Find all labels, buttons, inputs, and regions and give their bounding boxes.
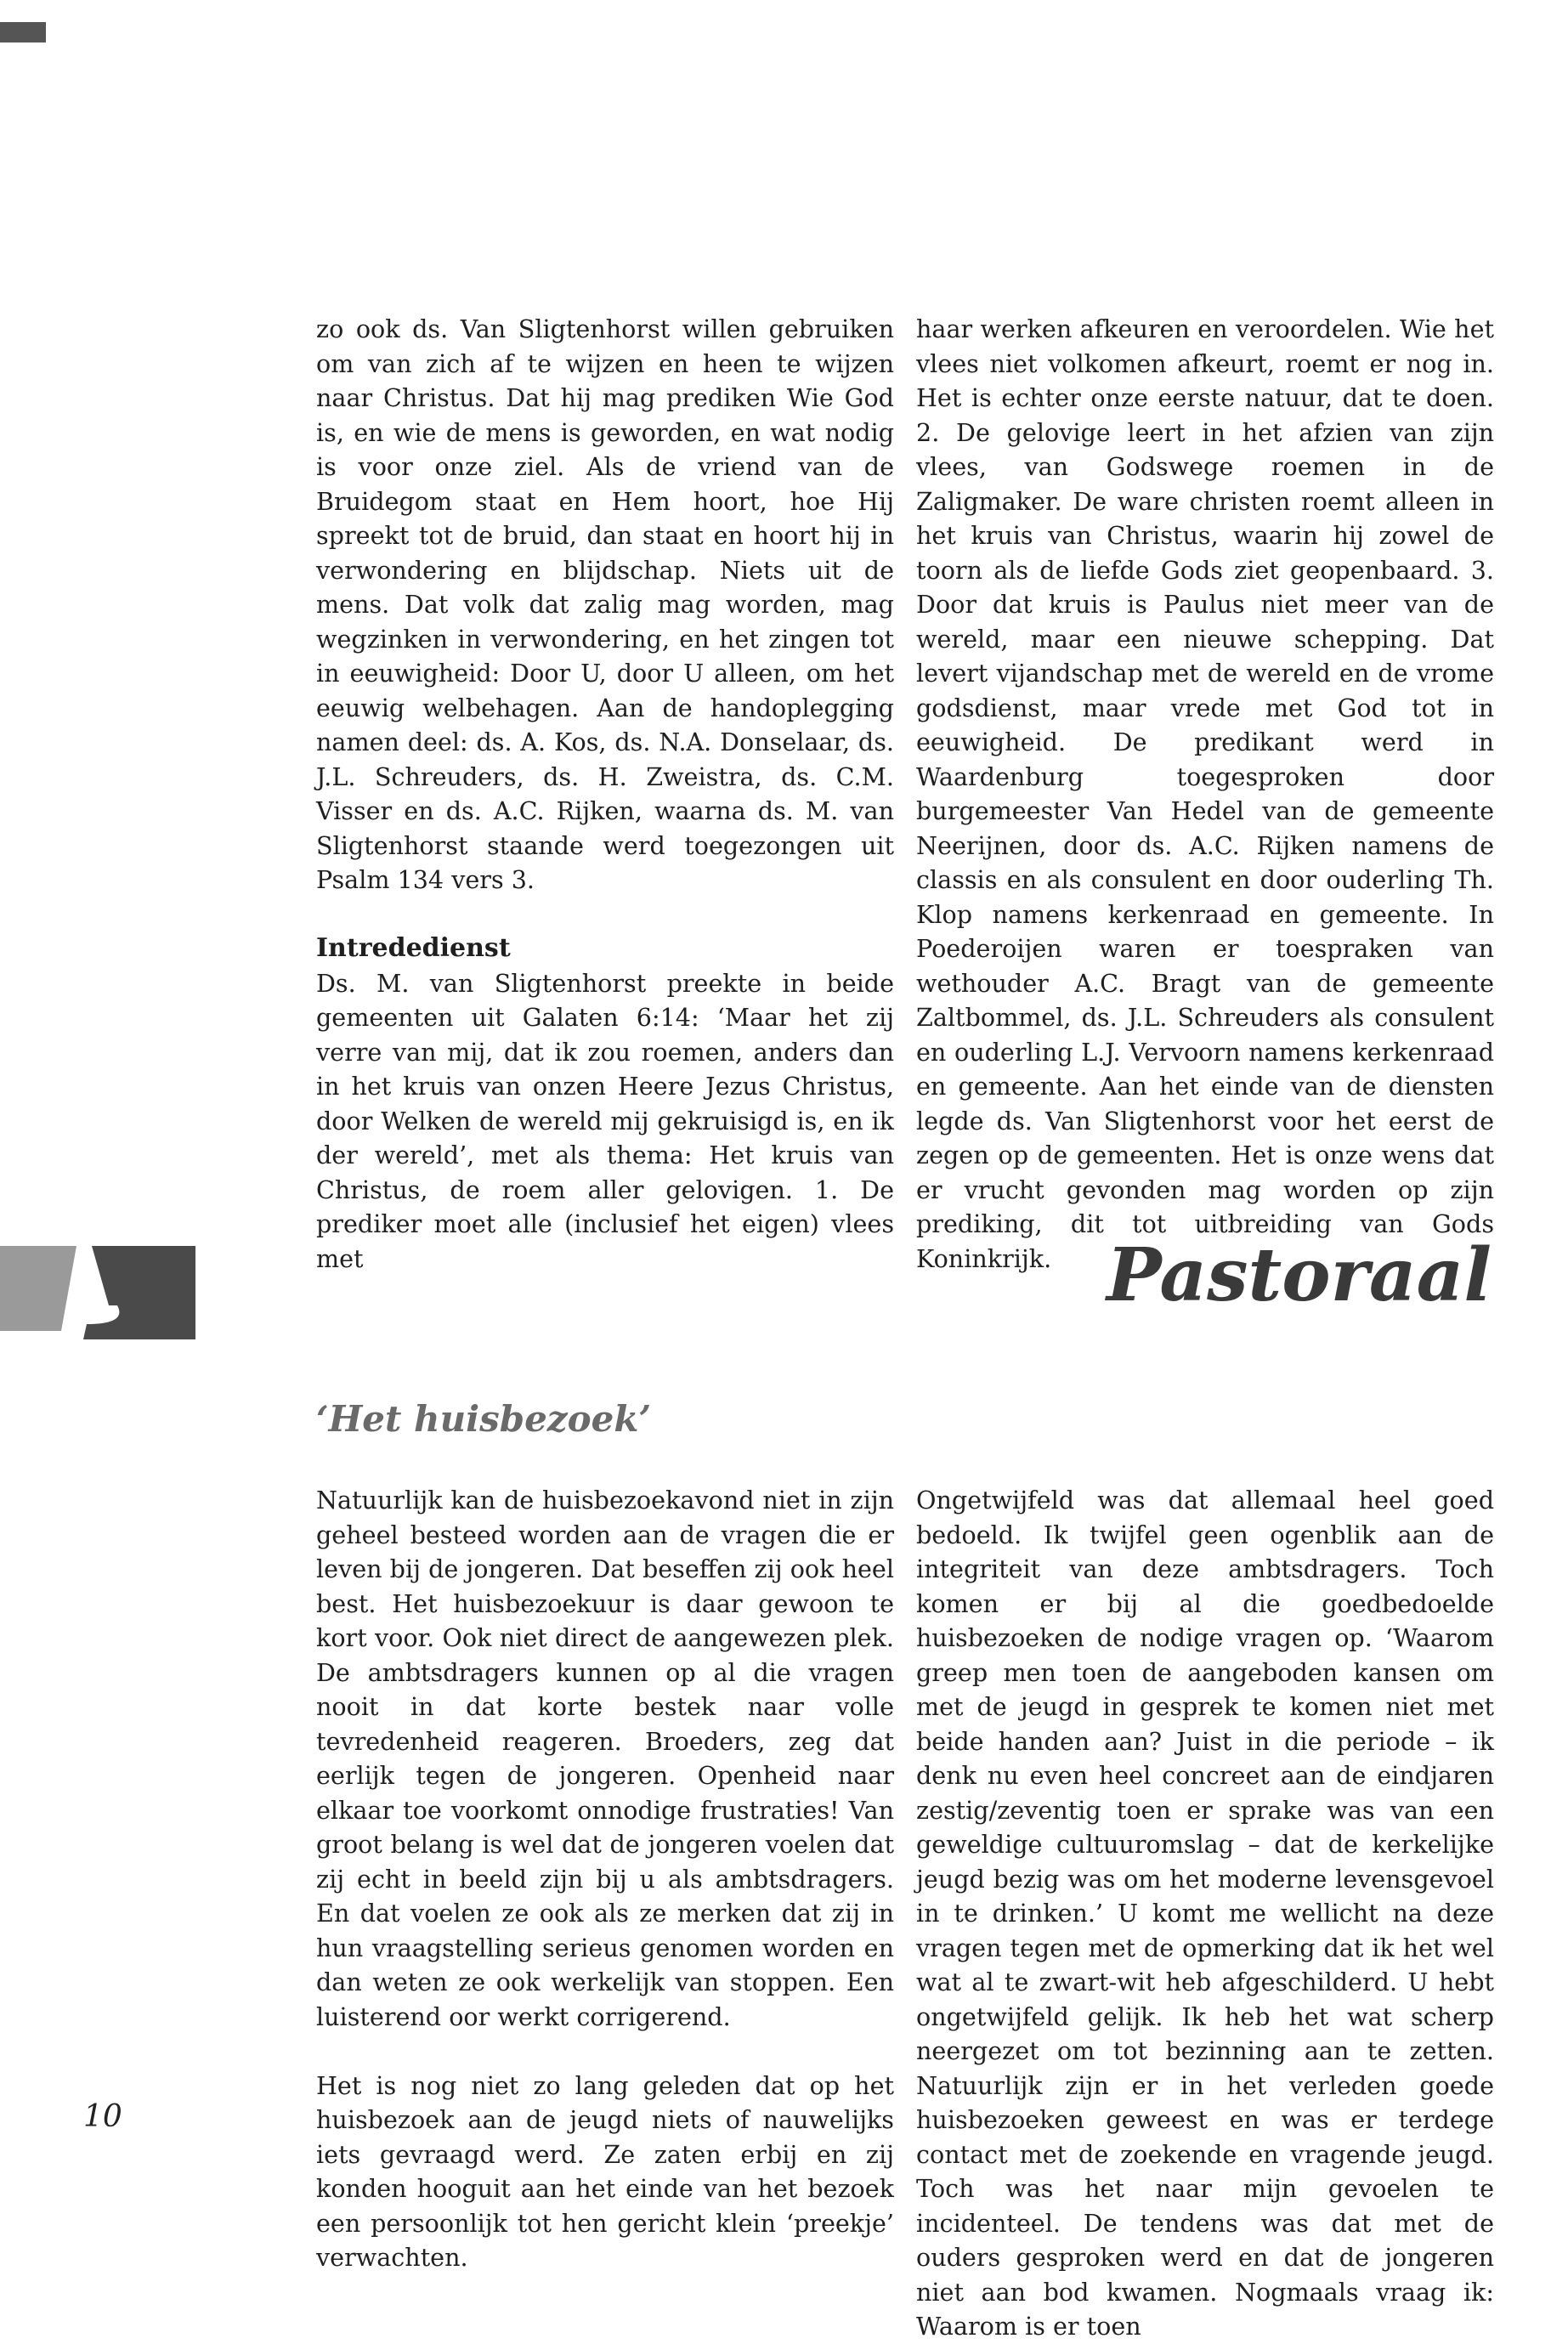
article-bottom-left-column bbox=[316, 1483, 894, 2275]
article-bottom-paragraph: Het is nog niet zo lang geleden dat op het huisbezoek aan de jeugd niets of nauwelijks iets gevraagd werd. Ze zaten erbij en zij konden hooguit aan het einde van het bezoek een persoonlijk tot hen gericht klein ‘preekje’ verwachten. bbox=[316, 2070, 894, 2272]
corner-tab-marker bbox=[0, 22, 46, 42]
quote-mark-icon bbox=[0, 1246, 204, 1339]
article-top-paragraph: Ds. M. van Sligtenhorst preekte in beide gemeenten uit Galaten 6:14: ‘Maar het zij verre van mij, dat ik zou roemen, anders dan in het kruis van onzen Heere Jezus Christus, door Welken de wereld mij gekruisigd is, en ik der wereld’, met als thema: Het kruis van Christus, de roem aller gelovigen. 1. De prediker moet alle (inclusief het eigen) vlees met bbox=[316, 968, 894, 1273]
article-bottom-paragraph: Natuurlijk kan de huisbezoekavond niet in zijn geheel besteed worden aan de vragen die er leven bij de jongeren. Dat beseffen zij ook heel best. Het huisbezoekuur is daar gewoon te kort voor. Ook niet direct de aangewezen plek. De ambtsdragers kunnen op al die vragen nooit in dat korte bestek naar volle tevredenheid reageren. Broeders, zeg dat eerlijk tegen de jongeren. Openheid naar elkaar toe voorkomt onnodige frustraties! Van groot belang is wel dat de jongeren voelen dat zij echt in beeld zijn bij u als ambtsdragers. En dat voelen ze ook als ze merken dat zij in hun vraagstelling serieus genomen worden en dan weten ze ook werkelijk van stoppen. Een luisterend oor werkt corrigerend. bbox=[316, 1486, 894, 2031]
section-title: Pastoraal bbox=[1106, 1232, 1492, 1318]
article-top-paragraph: haar werken afkeuren en veroordelen. Wie het vlees niet volkomen afkeurt, roemt er nog in. Het is echter onze eerste natuur, dat te doen. 2. De gelovige leert in het afzien van zijn vlees, van Godswege roemen in de Zaligmaker. De ware christen roemt alleen in het kruis van Christus, waarin hij zowel de toorn als de liefde Gods ziet geopenbaard. 3. Door dat kruis is Paulus niet meer van de wereld, maar een nieuwe schepping. Dat levert vijandschap met de wereld en de vrome godsdienst, maar vrede met God tot in eeuwigheid. De predikant werd in Waardenburg toegesproken door burgemeester Van Hedel van de gemeente Neerijnen, door ds. A.C. Rijken namens de classis en als consulent en door ouderling Th. Klop namens kerkenraad en gemeente. In Poederoijen waren er toespraken van wethouder A.C. Bragt van de gemeente Zaltbommel, ds. J.L. Schreuders als consulent en ouderling L.J. Vervoorn namens kerkenraad en gemeente. Aan het einde van de diensten legde ds. Van Sligtenhorst voor het eerst de zegen op de gemeenten. Het is onze wens dat er vrucht gevonden mag worden op zijn prediking, dit tot uitbreiding van Gods Koninkrijk. bbox=[916, 314, 1494, 1273]
article-top-left-column bbox=[316, 312, 894, 1276]
article-bottom-right-column bbox=[916, 1483, 1494, 2344]
article-bottom-paragraph: Ongetwijfeld was dat allemaal heel goed bedoeld. Ik twijfel geen ogenblik aan de integriteit van deze ambtsdragers. Toch komen er bij al die goedbedoelde huisbezoeken de nodige vragen op. ‘Waarom greep men toen de aangeboden kansen om met de jeugd in gesprek te komen niet met beide handen aan? Juist in die periode – ik denk nu even heel concreet aan de eindjaren zestig/zeventig toen er sprake was van een geweldige cultuuromslag – dat de kerkelijke jeugd bezig was om het moderne levensgevoel in te drinken.’ U komt me wellicht na deze vragen tegen met de opmerking dat ik het wel wat al te zwart-wit heb afgeschilderd. U hebt ongetwijfeld gelijk. Ik heb het wat scherp neergezet om tot bezinning aan te zetten. Natuurlijk zijn er in het verleden goede huisbezoeken geweest en was er terdege contact met de zoekende en vragende jeugd. Toch was het naar mijn gevoelen te incidenteel. De tendens was dat met de ouders gesproken werd en dat de jongeren niet aan bod kwamen. Nogmaals vraag ik: Waarom is er toen bbox=[916, 1486, 1494, 2341]
article-top-paragraph: zo ook ds. Van Sligtenhorst willen gebruiken om van zich af te wijzen en heen te wijzen naar Christus. Dat hij mag prediken Wie God is, en wie de mens is geworden, en wat nodig is voor onze ziel. Als de vriend van de Bruidegom staat en Hem hoort, hoe Hij spreekt tot de bruid, dan staat en hoort hij in verwondering en blijdschap. Niets uit de mens. Dat volk dat zalig mag worden, mag wegzinken in verwondering, en het zingen tot in eeuwigheid: Door U, door U alleen, om het eeuwig welbehagen. Aan de handoplegging namen deel: ds. A. Kos, ds. N.A. Donselaar, ds. J.L. Schreuders, ds. H. Zweistra, ds. C.M. Visser en ds. A.C. Rijken, waarna ds. M. van Sligtenhorst staande werd toegezongen uit Psalm 134 vers 3. bbox=[316, 314, 894, 894]
article-top-right-column bbox=[916, 312, 1494, 1276]
article-top-subheading: Intrededienst bbox=[316, 933, 511, 963]
article-title: ‘Het huisbezoek’ bbox=[316, 1398, 652, 1440]
page-number: 10 bbox=[83, 2099, 122, 2134]
